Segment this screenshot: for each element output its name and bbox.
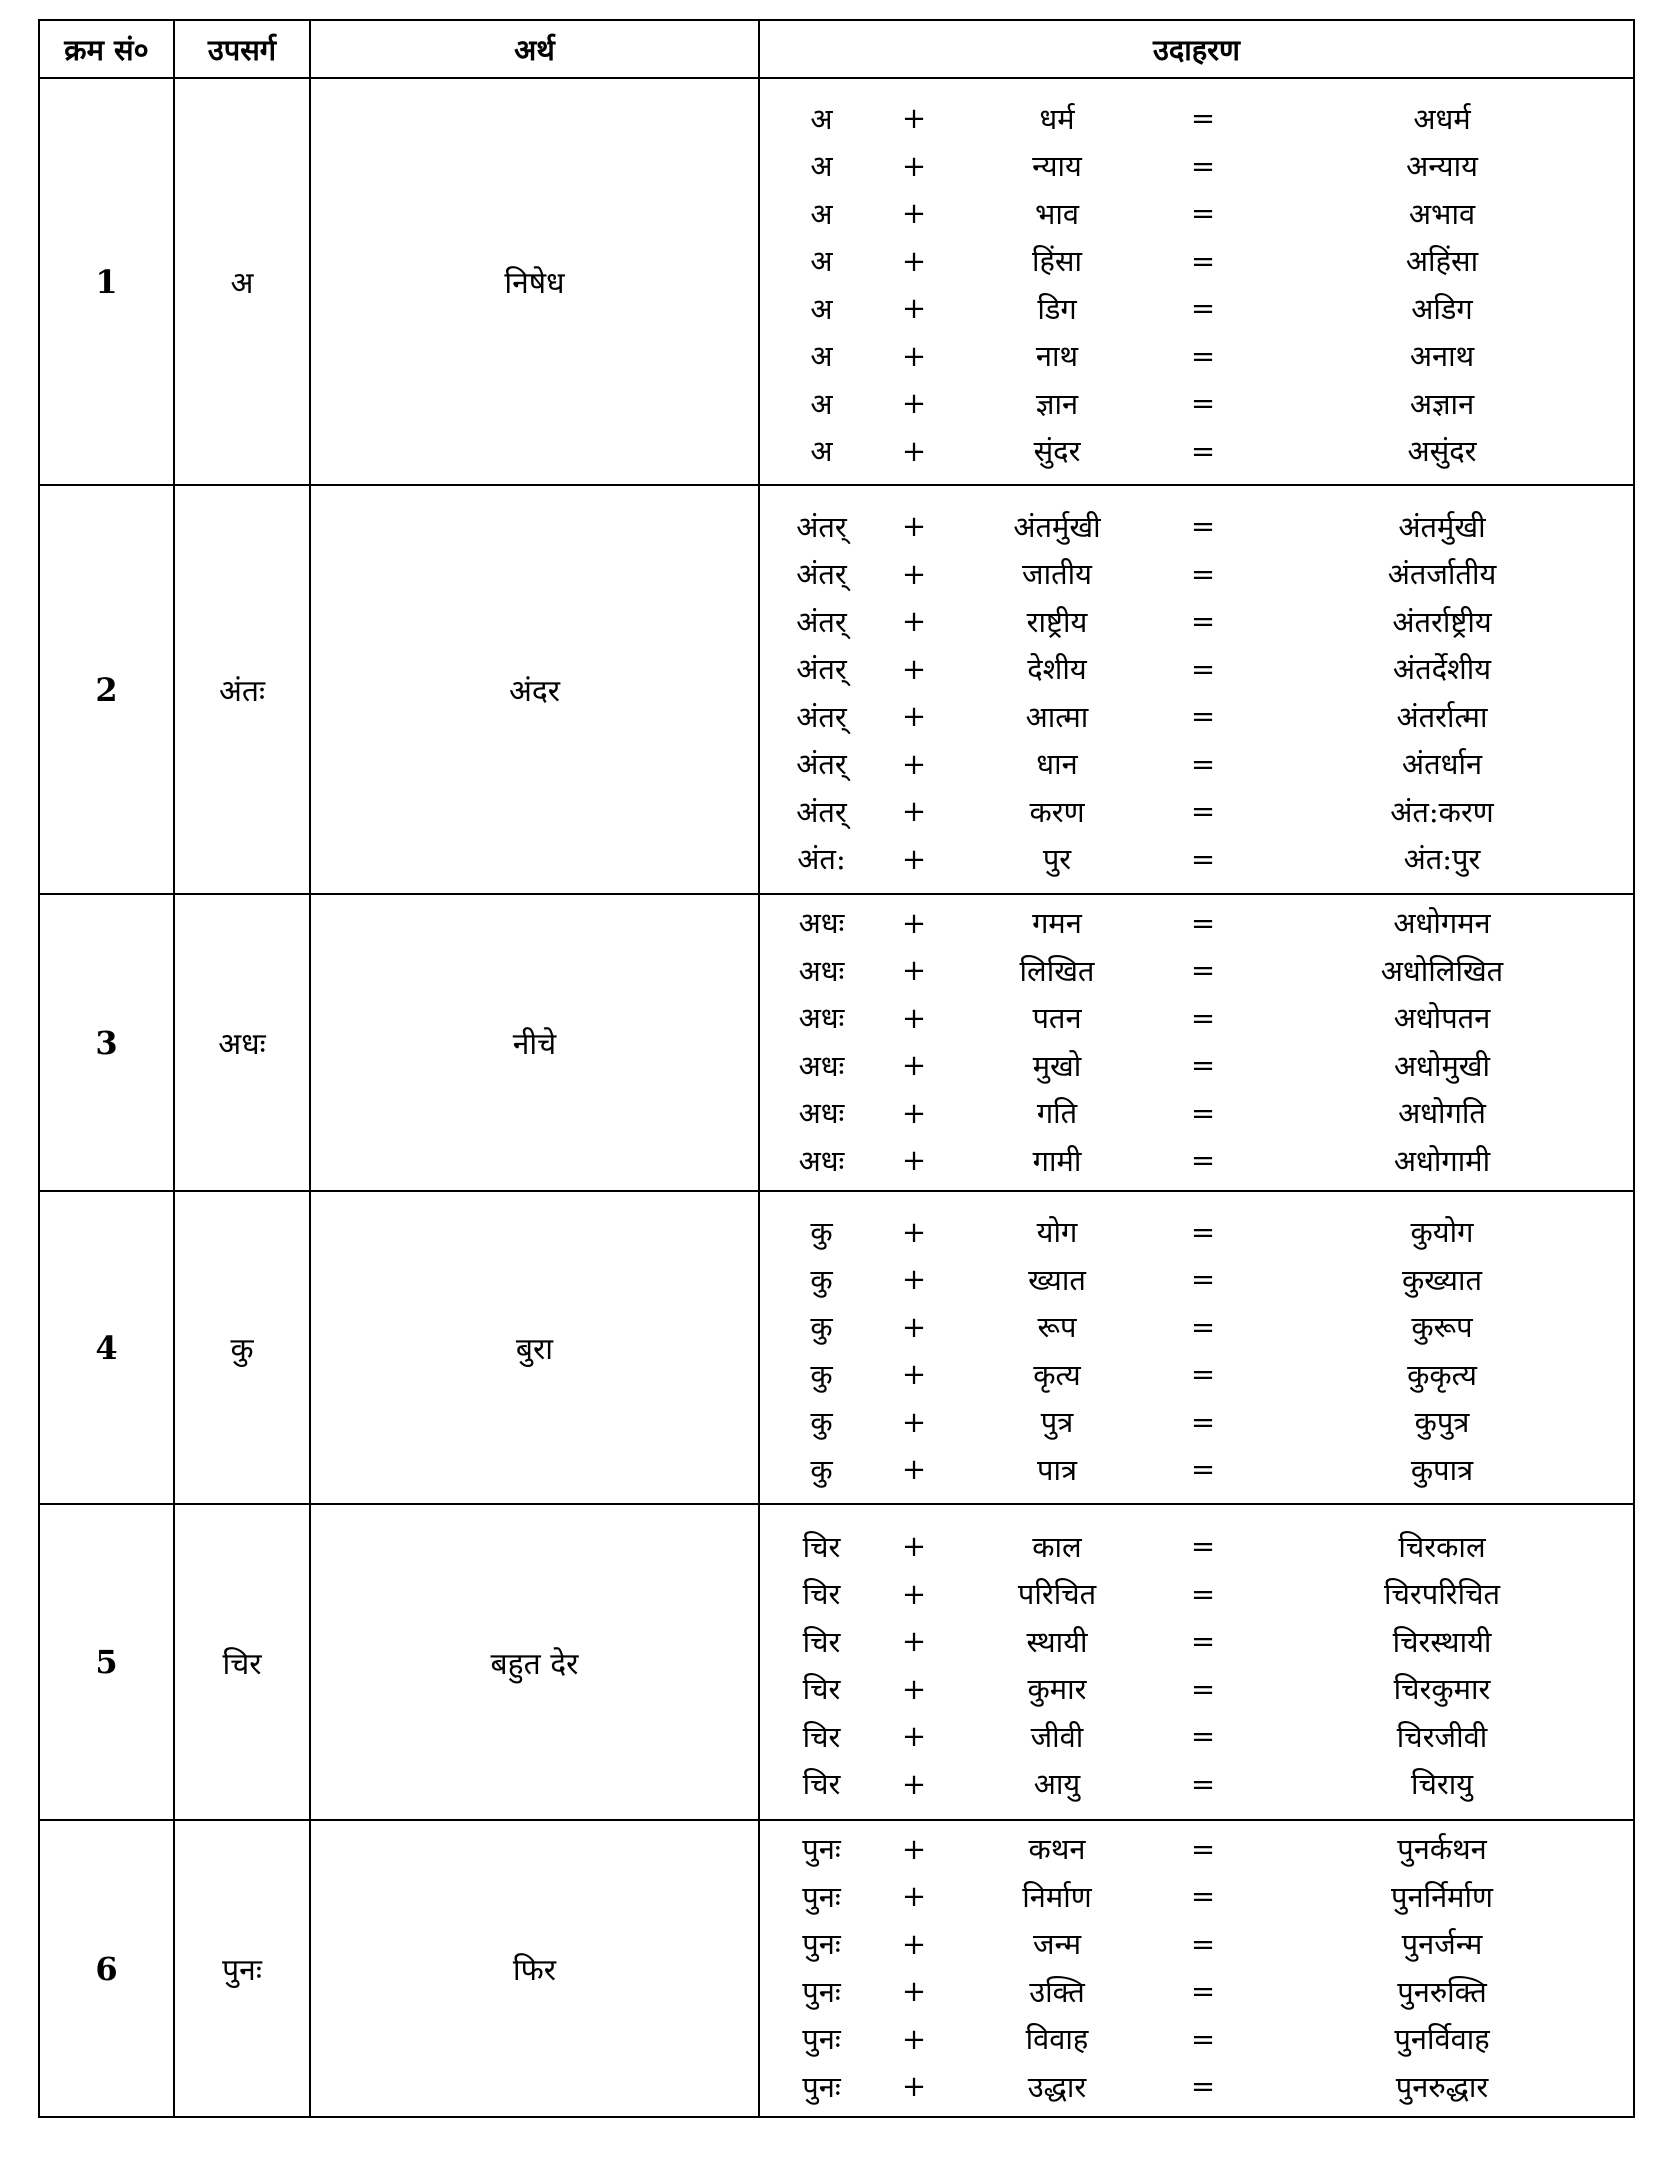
example-prefix: पुनः — [802, 2022, 841, 2057]
example-base-word: उद्धार — [1027, 2069, 1087, 2104]
example-base-word: धर्म — [1039, 101, 1075, 136]
plus-sign: + — [901, 243, 927, 278]
equals-sign: = — [1190, 556, 1216, 591]
equals-sign: = — [1190, 101, 1216, 136]
example-prefix: अधः — [798, 953, 845, 988]
row-examples — [759, 894, 1634, 1191]
example-result: अज्ञान — [1409, 386, 1475, 421]
header-prefix: उपसर्ग — [174, 20, 310, 78]
example-item — [760, 788, 1633, 836]
plus-sign: + — [901, 101, 927, 136]
equals-sign: = — [1190, 1766, 1216, 1801]
plus-sign: + — [901, 2021, 927, 2056]
example-item — [760, 598, 1633, 646]
example-result: असुंदर — [1407, 434, 1477, 469]
example-prefix: अंतर् — [796, 652, 847, 687]
example-item — [760, 503, 1633, 551]
example-result: पुनरुक्ति — [1397, 1974, 1487, 2009]
example-result: कुख्यात — [1401, 1262, 1483, 1297]
plus-sign: + — [901, 841, 927, 876]
example-item — [760, 190, 1633, 238]
plus-sign: + — [901, 746, 927, 781]
example-item — [760, 380, 1633, 428]
example-base-word: गामी — [1032, 1143, 1082, 1178]
example-prefix: अ — [810, 149, 833, 184]
example-result: अधोगति — [1398, 1096, 1486, 1131]
example-prefix: अ — [810, 386, 833, 421]
example-item — [760, 1825, 1633, 1873]
equals-sign: = — [1190, 196, 1216, 231]
example-item — [760, 835, 1633, 883]
example-prefix: कु — [810, 1452, 833, 1487]
header-serial: क्रम सं० — [39, 20, 174, 78]
plus-sign: + — [901, 1048, 927, 1083]
equals-sign: = — [1190, 1926, 1216, 1961]
plus-sign: + — [901, 905, 927, 940]
plus-sign: + — [901, 2069, 927, 2104]
example-prefix: अधः — [798, 1096, 845, 1131]
header-meaning: अर्थ — [310, 20, 759, 78]
example-prefix: अधः — [798, 1143, 845, 1178]
example-base-word: डिग — [1037, 291, 1077, 326]
equals-sign: = — [1190, 291, 1216, 326]
example-result: चिरकाल — [1398, 1529, 1486, 1564]
example-result: अंतर्राष्ट्रीय — [1392, 604, 1492, 639]
example-prefix: कु — [810, 1357, 833, 1392]
example-item — [760, 693, 1633, 741]
example-base-word: योग — [1036, 1215, 1078, 1250]
example-result: अधोलिखित — [1380, 953, 1504, 988]
example-base-word: भाव — [1034, 196, 1080, 231]
plus-sign: + — [901, 1974, 927, 2009]
example-item — [760, 2015, 1633, 2063]
example-base-word: ज्ञान — [1035, 386, 1079, 421]
example-result: चिरपरिचित — [1383, 1577, 1501, 1612]
row-examples — [759, 1820, 1634, 2117]
example-result: पुनर्जन्म — [1401, 1927, 1483, 1962]
example-result: कुकृत्य — [1407, 1357, 1477, 1392]
header-examples: उदाहरण — [759, 20, 1634, 78]
example-prefix: अंतर् — [796, 794, 847, 829]
example-result: अडिग — [1411, 291, 1473, 326]
upsarg-table — [38, 19, 1635, 2118]
plus-sign: + — [901, 1309, 927, 1344]
example-item — [760, 142, 1633, 190]
equals-sign: = — [1190, 1309, 1216, 1344]
example-base-word: परिचित — [1017, 1577, 1097, 1612]
example-item — [760, 1303, 1633, 1351]
example-prefix: कु — [810, 1310, 833, 1345]
example-base-word: जीवी — [1030, 1719, 1084, 1754]
example-item — [760, 1618, 1633, 1666]
plus-sign: + — [901, 1831, 927, 1866]
example-result: अधोपतन — [1393, 1001, 1491, 1036]
table-row — [39, 894, 1634, 1191]
plus-sign: + — [901, 1926, 927, 1961]
example-item — [760, 899, 1633, 947]
example-item — [760, 994, 1633, 1042]
equals-sign: = — [1190, 1452, 1216, 1487]
plus-sign: + — [901, 386, 927, 421]
example-base-word: रूप — [1037, 1310, 1077, 1345]
equals-sign: = — [1190, 243, 1216, 278]
example-prefix: अंतर् — [796, 509, 847, 544]
example-result: कुपुत्र — [1414, 1405, 1470, 1440]
equals-sign: = — [1190, 1879, 1216, 1914]
example-result: अंतर्रात्मा — [1396, 699, 1488, 734]
example-result: कुरूप — [1411, 1310, 1473, 1345]
equals-sign: = — [1190, 1576, 1216, 1611]
example-result: चिरकुमार — [1393, 1672, 1491, 1707]
plus-sign: + — [901, 433, 927, 468]
plus-sign: + — [901, 1624, 927, 1659]
example-result: कुयोग — [1410, 1215, 1474, 1250]
example-item — [760, 1137, 1633, 1185]
row-examples — [759, 1191, 1634, 1504]
equals-sign: = — [1190, 1000, 1216, 1035]
example-base-word: पुत्र — [1040, 1405, 1074, 1440]
row-serial: 6 — [39, 1820, 174, 2117]
example-list — [760, 491, 1633, 889]
example-item — [760, 550, 1633, 598]
equals-sign: = — [1190, 1624, 1216, 1659]
example-item — [760, 1256, 1633, 1304]
example-base-word: पतन — [1032, 1001, 1082, 1036]
plus-sign: + — [901, 338, 927, 373]
plus-sign: + — [901, 1671, 927, 1706]
row-prefix: अ — [174, 78, 310, 485]
equals-sign: = — [1190, 509, 1216, 544]
example-prefix: अधः — [798, 906, 845, 941]
example-result: चिरायु — [1410, 1767, 1474, 1802]
row-meaning: नीचे — [310, 894, 759, 1191]
example-base-word: आत्मा — [1025, 699, 1089, 734]
example-prefix: चिर — [802, 1767, 841, 1802]
example-item — [760, 1351, 1633, 1399]
example-item — [760, 1523, 1633, 1571]
example-result: अंतर्धान — [1401, 747, 1483, 782]
example-item — [760, 2063, 1633, 2111]
example-item — [760, 645, 1633, 693]
example-prefix: अ — [810, 244, 833, 279]
example-base-word: पुर — [1042, 842, 1072, 877]
row-meaning: फिर — [310, 1820, 759, 2117]
example-result: कुपात्र — [1410, 1452, 1474, 1487]
example-item — [760, 1042, 1633, 1090]
example-result: पुनर्विवाह — [1394, 2022, 1490, 2057]
equals-sign: = — [1190, 699, 1216, 734]
row-examples — [759, 1504, 1634, 1820]
plus-sign: + — [901, 1576, 927, 1611]
plus-sign: + — [901, 148, 927, 183]
table-row — [39, 1191, 1634, 1504]
example-prefix: अंतर् — [796, 747, 847, 782]
example-item — [760, 95, 1633, 143]
plus-sign: + — [901, 556, 927, 591]
equals-sign: = — [1190, 1048, 1216, 1083]
example-result: अधर्म — [1413, 101, 1471, 136]
example-item — [760, 237, 1633, 285]
example-result: अहिंसा — [1405, 244, 1479, 279]
equals-sign: = — [1190, 651, 1216, 686]
example-prefix: पुनः — [802, 1927, 841, 1962]
equals-sign: = — [1190, 1404, 1216, 1439]
row-examples — [759, 78, 1634, 485]
example-result: पुनर्निर्माण — [1391, 1879, 1493, 1914]
row-meaning: बुरा — [310, 1191, 759, 1504]
example-base-word: स्थायी — [1026, 1624, 1088, 1659]
equals-sign: = — [1190, 1143, 1216, 1178]
example-base-word: गति — [1036, 1096, 1078, 1131]
plus-sign: + — [901, 953, 927, 988]
example-prefix: पुनः — [802, 1879, 841, 1914]
example-prefix: अधः — [798, 1001, 845, 1036]
example-base-word: कुमार — [1027, 1672, 1087, 1707]
equals-sign: = — [1190, 1529, 1216, 1564]
example-base-word: विवाह — [1025, 2022, 1089, 2057]
example-result: अधोगामी — [1393, 1143, 1491, 1178]
example-item — [760, 1398, 1633, 1446]
plus-sign: + — [901, 291, 927, 326]
equals-sign: = — [1190, 2069, 1216, 2104]
table-row — [39, 1820, 1634, 2117]
row-meaning: बहुत देर — [310, 1504, 759, 1820]
example-result: अनाथ — [1409, 339, 1475, 374]
equals-sign: = — [1190, 841, 1216, 876]
plus-sign: + — [901, 1000, 927, 1035]
example-base-word: नाथ — [1035, 339, 1079, 374]
plus-sign: + — [901, 794, 927, 829]
row-prefix: पुनः — [174, 1820, 310, 2117]
example-result: अधोगमन — [1393, 906, 1491, 941]
equals-sign: = — [1190, 1262, 1216, 1297]
example-base-word: कथन — [1028, 1832, 1086, 1867]
row-examples — [759, 485, 1634, 894]
example-prefix: पुनः — [802, 2069, 841, 2104]
equals-sign: = — [1190, 794, 1216, 829]
plus-sign: + — [901, 1357, 927, 1392]
example-list — [760, 895, 1633, 1190]
example-prefix: पुनः — [802, 1832, 841, 1867]
example-base-word: धान — [1036, 747, 1078, 782]
example-prefix: अंतर् — [796, 604, 847, 639]
example-item — [760, 1208, 1633, 1256]
row-prefix: अधः — [174, 894, 310, 1191]
row-prefix: कु — [174, 1191, 310, 1504]
equals-sign: = — [1190, 338, 1216, 373]
example-result: अभाव — [1408, 196, 1476, 231]
plus-sign: + — [901, 651, 927, 686]
table-body — [39, 78, 1634, 2117]
example-item — [760, 740, 1633, 788]
example-base-word: उक्ति — [1029, 1974, 1085, 2009]
row-serial: 2 — [39, 485, 174, 894]
example-list — [760, 1511, 1633, 1814]
example-prefix: चिर — [802, 1719, 841, 1754]
equals-sign: = — [1190, 1357, 1216, 1392]
example-result: अंतर्जातीय — [1387, 557, 1497, 592]
plus-sign: + — [901, 1766, 927, 1801]
example-prefix: चिर — [802, 1529, 841, 1564]
example-prefix: अधः — [798, 1048, 845, 1083]
equals-sign: = — [1190, 1214, 1216, 1249]
example-base-word: ख्यात — [1028, 1262, 1086, 1297]
equals-sign: = — [1190, 2021, 1216, 2056]
equals-sign: = — [1190, 953, 1216, 988]
example-item — [760, 1570, 1633, 1618]
table-row — [39, 1504, 1634, 1820]
example-item — [760, 947, 1633, 995]
example-base-word: निर्माण — [1022, 1879, 1092, 1914]
example-item — [760, 1665, 1633, 1713]
example-item — [760, 285, 1633, 333]
example-base-word: आयु — [1033, 1767, 1081, 1802]
example-prefix: अ — [810, 434, 833, 469]
example-result: पुनर्कथन — [1397, 1832, 1487, 1867]
example-list — [760, 83, 1633, 481]
example-base-word: कृत्य — [1033, 1357, 1081, 1392]
table-row — [39, 485, 1634, 894]
plus-sign: + — [901, 1404, 927, 1439]
example-prefix: अंतर् — [796, 557, 847, 592]
example-base-word: राष्ट्रीय — [1026, 604, 1088, 639]
equals-sign: = — [1190, 1671, 1216, 1706]
equals-sign: = — [1190, 604, 1216, 639]
example-prefix: कु — [810, 1405, 833, 1440]
example-base-word: काल — [1032, 1529, 1082, 1564]
equals-sign: = — [1190, 905, 1216, 940]
example-base-word: अंतर्मुखी — [1013, 509, 1101, 544]
example-list — [760, 1196, 1633, 1499]
plus-sign: + — [901, 1529, 927, 1564]
plus-sign: + — [901, 1719, 927, 1754]
row-meaning: अंदर — [310, 485, 759, 894]
example-item — [760, 1873, 1633, 1921]
example-result: अंतर्देशीय — [1392, 652, 1492, 687]
example-item — [760, 1713, 1633, 1761]
example-result: अंत:करण — [1390, 794, 1494, 829]
plus-sign: + — [901, 1262, 927, 1297]
example-base-word: लिखित — [1019, 953, 1095, 988]
row-serial: 4 — [39, 1191, 174, 1504]
equals-sign: = — [1190, 148, 1216, 183]
equals-sign: = — [1190, 386, 1216, 421]
example-base-word: जन्म — [1032, 1927, 1082, 1962]
plus-sign: + — [901, 1879, 927, 1914]
equals-sign: = — [1190, 1719, 1216, 1754]
example-item — [760, 1446, 1633, 1494]
row-serial: 3 — [39, 894, 174, 1191]
example-base-word: सुंदर — [1033, 434, 1081, 469]
example-list — [760, 1821, 1633, 2116]
example-item — [760, 1920, 1633, 1968]
row-meaning: निषेध — [310, 78, 759, 485]
plus-sign: + — [901, 604, 927, 639]
plus-sign: + — [901, 699, 927, 734]
plus-sign: + — [901, 1143, 927, 1178]
example-prefix: पुनः — [802, 1974, 841, 2009]
example-item — [760, 332, 1633, 380]
example-base-word: पात्र — [1037, 1452, 1077, 1487]
plus-sign: + — [901, 1095, 927, 1130]
example-base-word: न्याय — [1032, 149, 1082, 184]
example-prefix: चिर — [802, 1624, 841, 1659]
plus-sign: + — [901, 1214, 927, 1249]
example-result: पुनरुद्धार — [1395, 2069, 1489, 2104]
example-base-word: मुखो — [1032, 1048, 1082, 1083]
example-base-word: जातीय — [1022, 557, 1092, 592]
equals-sign: = — [1190, 433, 1216, 468]
table-header-row — [39, 20, 1634, 78]
equals-sign: = — [1190, 746, 1216, 781]
example-base-word: गमन — [1032, 906, 1082, 941]
equals-sign: = — [1190, 1974, 1216, 2009]
table-row — [39, 78, 1634, 485]
example-item — [760, 1760, 1633, 1808]
example-prefix: कु — [810, 1262, 833, 1297]
example-item — [760, 1089, 1633, 1137]
example-prefix: कु — [810, 1215, 833, 1250]
row-serial: 5 — [39, 1504, 174, 1820]
example-prefix: अ — [810, 101, 833, 136]
example-result: चिरजीवी — [1396, 1719, 1488, 1754]
row-prefix: चिर — [174, 1504, 310, 1820]
example-prefix: अ — [810, 196, 833, 231]
example-base-word: करण — [1029, 794, 1085, 829]
example-item — [760, 1968, 1633, 2016]
example-result: चिरस्थायी — [1392, 1624, 1492, 1659]
plus-sign: + — [901, 509, 927, 544]
example-prefix: अंत: — [797, 842, 846, 877]
example-base-word: हिंसा — [1031, 244, 1083, 279]
row-serial: 1 — [39, 78, 174, 485]
equals-sign: = — [1190, 1095, 1216, 1130]
example-result: अंत:पुर — [1403, 842, 1481, 877]
equals-sign: = — [1190, 1831, 1216, 1866]
example-result: अधोमुखी — [1393, 1048, 1491, 1083]
example-result: अन्याय — [1406, 149, 1478, 184]
example-prefix: चिर — [802, 1672, 841, 1707]
example-base-word: देशीय — [1027, 652, 1087, 687]
row-prefix: अंतः — [174, 485, 310, 894]
example-prefix: चिर — [802, 1577, 841, 1612]
example-item — [760, 427, 1633, 475]
example-prefix: अंतर् — [796, 699, 847, 734]
example-prefix: अ — [810, 291, 833, 326]
plus-sign: + — [901, 196, 927, 231]
example-result: अंतर्मुखी — [1398, 509, 1486, 544]
example-prefix: अ — [810, 339, 833, 374]
plus-sign: + — [901, 1452, 927, 1487]
